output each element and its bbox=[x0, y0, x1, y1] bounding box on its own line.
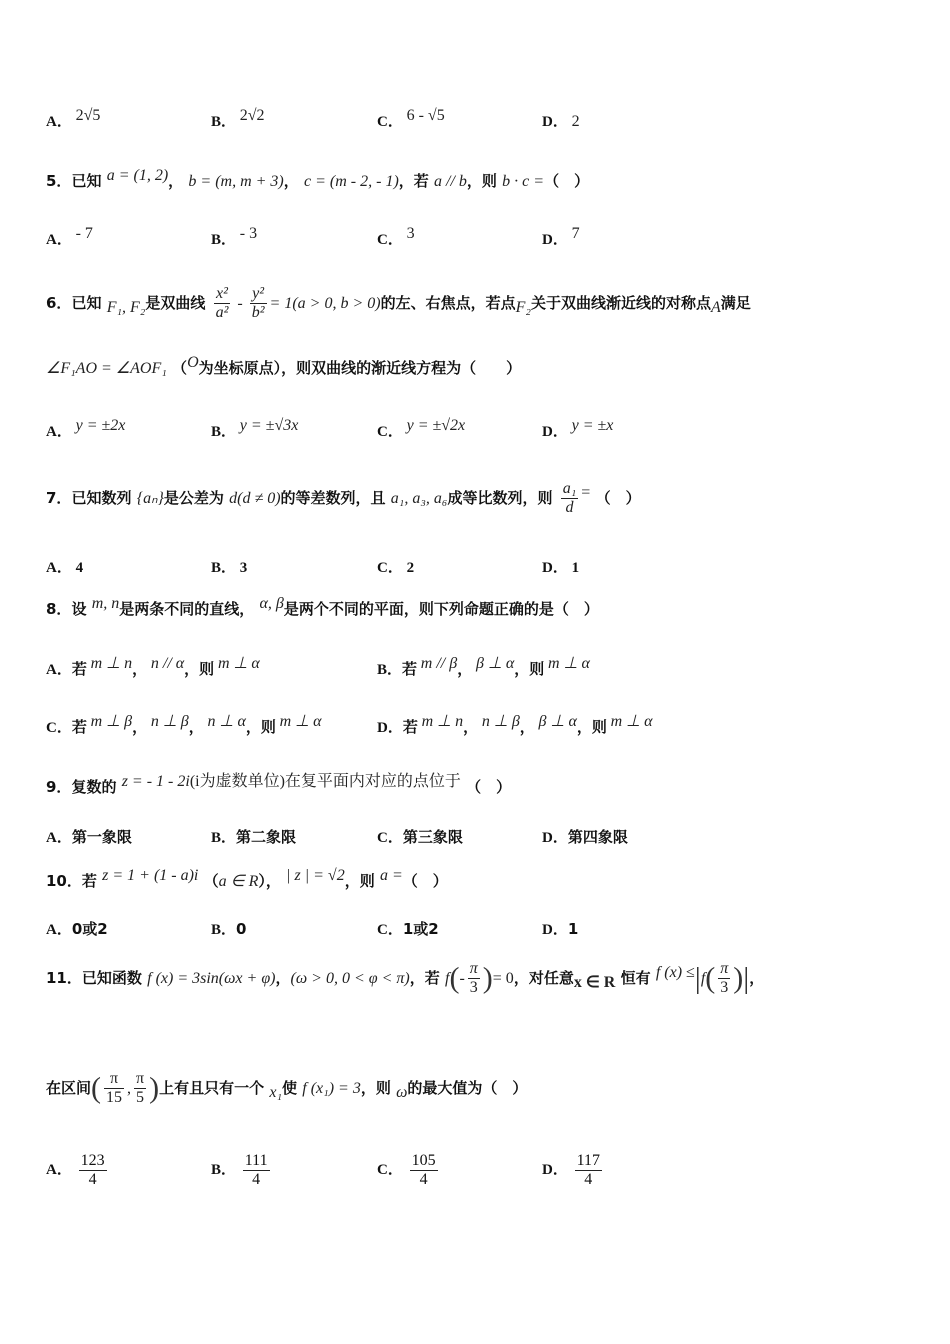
q8-option-c bbox=[46, 713, 322, 737]
fraction-numerator: y² bbox=[250, 285, 267, 304]
math-expression: z = - 1 - 2i bbox=[121, 773, 190, 790]
q4-option-c bbox=[377, 107, 445, 131]
q11-option-d bbox=[542, 1152, 605, 1189]
separator: ， bbox=[283, 172, 299, 190]
fraction-numerator: π bbox=[104, 1070, 124, 1089]
math-expression: β ⊥ α bbox=[538, 713, 577, 730]
fraction-numerator: x² bbox=[214, 285, 231, 304]
math-expression: {aₙ} bbox=[136, 490, 164, 507]
option-label: C． bbox=[377, 232, 403, 248]
fraction bbox=[468, 960, 480, 997]
option-label: A． bbox=[46, 1161, 72, 1178]
left-paren: ( bbox=[705, 961, 716, 995]
option-value: y = ±2x bbox=[75, 417, 126, 434]
math-expression: x ∈ R bbox=[573, 974, 616, 991]
option-label: B． bbox=[377, 662, 403, 678]
fraction-numerator: π bbox=[469, 960, 478, 977]
q9-option-a bbox=[46, 826, 132, 847]
q11-option-a bbox=[46, 1152, 110, 1189]
math-expression: m ⊥ α bbox=[217, 655, 260, 672]
separator: ， bbox=[168, 172, 184, 190]
separator: ， bbox=[132, 718, 148, 736]
fraction-denominator: 3 bbox=[469, 979, 478, 996]
math-expression: f (x) = 3sin(ωx + φ) bbox=[147, 970, 276, 987]
option-label: C． bbox=[377, 922, 403, 938]
option-label: B． bbox=[211, 922, 237, 938]
fraction-denominator: d bbox=[565, 499, 574, 516]
question-number: 10． bbox=[46, 872, 82, 890]
q6-option-d bbox=[542, 417, 614, 441]
math-expression: ω bbox=[396, 1084, 408, 1101]
q10-option-a bbox=[46, 918, 108, 939]
question-number: 5． bbox=[46, 172, 72, 190]
question-11 bbox=[46, 960, 764, 997]
question-8 bbox=[46, 595, 599, 619]
option-value: 6 - √5 bbox=[406, 107, 445, 124]
question-text: 的左、右焦点，若点 bbox=[380, 294, 516, 312]
option-value: 3 bbox=[406, 225, 415, 242]
q6-option-b bbox=[211, 417, 299, 441]
fraction-denominator: a² bbox=[215, 304, 229, 321]
option-value: 1 bbox=[567, 920, 579, 938]
question-text: ， bbox=[749, 969, 765, 987]
math-expression: ∠F₁AO = ∠AOF₁ bbox=[46, 360, 167, 377]
fraction bbox=[561, 480, 579, 517]
option-value: 2 bbox=[571, 113, 580, 130]
option-label: D． bbox=[542, 424, 568, 440]
fraction-numerator: 123 bbox=[80, 1152, 105, 1169]
fraction-numerator: π bbox=[720, 960, 729, 977]
separator: ， bbox=[188, 718, 204, 736]
q9-option-d bbox=[542, 826, 628, 847]
option-label: A． bbox=[46, 830, 72, 846]
question-text: （ bbox=[172, 359, 188, 377]
math-expression: | z | = √2 bbox=[286, 867, 345, 884]
fraction-denominator: 3 bbox=[720, 979, 729, 996]
left-paren: ( bbox=[449, 961, 460, 995]
option-label: C． bbox=[377, 424, 403, 440]
question-10 bbox=[46, 867, 448, 891]
option-label: D． bbox=[542, 114, 568, 130]
option-text: ，则 bbox=[576, 718, 607, 736]
question-number: 9． bbox=[46, 778, 72, 796]
option-label: B． bbox=[211, 424, 237, 440]
option-value: 2√2 bbox=[239, 107, 265, 124]
math-expression: n ⊥ α bbox=[207, 713, 246, 730]
separator: , bbox=[127, 1080, 132, 1097]
question-text: 设 bbox=[71, 600, 87, 618]
q8-option-d bbox=[377, 713, 653, 737]
option-value: 2 bbox=[406, 560, 415, 576]
question-text: 若 bbox=[81, 872, 97, 890]
abs-bar-right: | bbox=[743, 961, 750, 995]
fraction-numerator: a₁ bbox=[562, 480, 577, 497]
math-expression: F₂ bbox=[515, 299, 531, 316]
fraction-denominator: 4 bbox=[584, 1171, 593, 1188]
question-text: 已知 bbox=[71, 294, 102, 312]
answer-bracket: （ ） bbox=[595, 489, 641, 507]
option-label: D． bbox=[542, 560, 568, 576]
q7-option-c bbox=[377, 556, 414, 577]
math-expression: A bbox=[710, 299, 721, 316]
option-value: 2√5 bbox=[75, 107, 101, 124]
option-text: 若 bbox=[402, 660, 418, 678]
question-text: 是双曲线 bbox=[145, 294, 206, 312]
math-expression: z = 1 + (1 - a)i bbox=[102, 867, 199, 884]
q11-option-c bbox=[377, 1152, 441, 1189]
fraction bbox=[718, 960, 730, 997]
option-label: D． bbox=[542, 1161, 568, 1178]
math-expression: m ⊥ n bbox=[90, 655, 133, 672]
q8-option-a bbox=[46, 655, 260, 679]
math-expression: f bbox=[700, 970, 706, 987]
answer-bracket: （ ） bbox=[466, 778, 512, 796]
question-text: 满足 bbox=[720, 294, 751, 312]
option-value: y = ±√2x bbox=[406, 417, 466, 434]
math-expression: β ⊥ α bbox=[475, 655, 515, 672]
option-label: D． bbox=[542, 232, 568, 248]
option-value: 0 bbox=[236, 920, 247, 938]
question-6-line-2 bbox=[46, 354, 522, 378]
math-expression: m // β bbox=[420, 655, 458, 672]
math-expression: m ⊥ α bbox=[610, 713, 653, 730]
q9-option-c bbox=[377, 826, 463, 847]
question-text: 关于双曲线渐近线的对称点 bbox=[530, 294, 711, 312]
math-expression: α, β bbox=[259, 595, 284, 612]
question-text: 是两条不同的直线， bbox=[119, 600, 255, 618]
math-expression: O bbox=[187, 354, 199, 371]
math-expression: n ⊥ β bbox=[150, 713, 189, 730]
answer-bracket: （ ） bbox=[544, 172, 590, 190]
math-expression: n ⊥ β bbox=[481, 713, 520, 730]
math-expression: b = (m, m + 3) bbox=[188, 173, 284, 190]
option-label: B． bbox=[211, 114, 237, 130]
q11-option-b bbox=[211, 1152, 273, 1189]
option-value: 1或2 bbox=[402, 920, 439, 938]
math-expression: c = (m - 2, - 1) bbox=[304, 173, 399, 190]
option-text: 若 bbox=[71, 660, 87, 678]
option-value: y = ±√3x bbox=[239, 417, 299, 434]
q7-option-d bbox=[542, 556, 579, 577]
fraction-denominator: 5 bbox=[136, 1089, 145, 1106]
math-expression: a = bbox=[379, 867, 403, 884]
question-text: 是两个不同的平面，则下列命题正确的是（ ） bbox=[283, 600, 599, 618]
q4-option-b bbox=[211, 107, 265, 131]
question-6 bbox=[46, 285, 751, 322]
math-expression: = 1(a > 0, b > 0) bbox=[269, 295, 381, 312]
option-label: A． bbox=[46, 114, 72, 130]
question-text: ，若 bbox=[398, 172, 429, 190]
math-expression: n // α bbox=[150, 655, 185, 672]
math-expression: x₁ bbox=[269, 1084, 283, 1101]
question-text: ，则 bbox=[466, 172, 497, 190]
math-expression: f (x₁) = 3 bbox=[302, 1080, 361, 1097]
question-text: 的等差数列，且 bbox=[280, 489, 386, 507]
question-11-line-2 bbox=[46, 1070, 527, 1107]
option-label: D． bbox=[542, 922, 568, 938]
q5-option-b bbox=[211, 225, 258, 249]
fraction-numerator: π bbox=[136, 1070, 145, 1087]
option-label: A． bbox=[46, 232, 72, 248]
fraction-numerator: 117 bbox=[576, 1152, 600, 1169]
option-fraction bbox=[79, 1152, 107, 1189]
fraction-denominator: 15 bbox=[106, 1089, 123, 1106]
math-operator: - bbox=[459, 970, 465, 987]
q10-option-b bbox=[211, 918, 246, 939]
fraction-denominator: b² bbox=[251, 304, 265, 321]
separator: ， bbox=[519, 718, 535, 736]
math-operator: - bbox=[233, 295, 247, 312]
question-text: 复数的 bbox=[71, 778, 117, 796]
fraction-denominator: 4 bbox=[252, 1171, 261, 1188]
question-text: 上有且只有一个 bbox=[159, 1079, 265, 1097]
fraction-numerator: 111 bbox=[244, 1152, 268, 1169]
option-label: C． bbox=[377, 830, 403, 846]
question-text: ， bbox=[275, 969, 291, 987]
option-label: B． bbox=[211, 560, 237, 576]
math-expression: f bbox=[444, 970, 450, 987]
option-fraction bbox=[243, 1152, 270, 1189]
question-text: 成等比数列，则 bbox=[447, 489, 553, 507]
math-expression: = 0 bbox=[492, 970, 514, 987]
q5-option-d bbox=[542, 225, 580, 249]
math-expression: m ⊥ n bbox=[421, 713, 464, 730]
question-text: 的最大值为（ ） bbox=[407, 1079, 528, 1097]
math-expression: m ⊥ β bbox=[90, 713, 133, 730]
q10-option-c bbox=[377, 918, 439, 939]
math-expression: b · c = bbox=[502, 173, 545, 190]
option-label: C． bbox=[377, 114, 403, 130]
option-label: C． bbox=[377, 560, 403, 576]
fraction-denominator: 4 bbox=[419, 1171, 428, 1188]
question-text: 在区间 bbox=[46, 1079, 92, 1097]
option-label: B． bbox=[211, 1161, 237, 1178]
question-text: ）， bbox=[258, 872, 281, 890]
option-label: D． bbox=[542, 830, 568, 846]
math-expression: d(d ≠ 0) bbox=[229, 490, 281, 507]
option-text: ，则 bbox=[245, 718, 276, 736]
option-value: 3 bbox=[239, 560, 248, 576]
q6-option-c bbox=[377, 417, 466, 441]
math-expression: (i为虚数单位)在复平面内对应的点位于 bbox=[189, 773, 461, 790]
question-text: ，对任意 bbox=[513, 969, 574, 987]
option-value: 7 bbox=[571, 225, 580, 242]
fraction-y bbox=[250, 285, 267, 322]
option-label: A． bbox=[46, 922, 72, 938]
math-expression: m ⊥ α bbox=[279, 713, 322, 730]
math-expression: m, n bbox=[91, 595, 120, 612]
option-text: 若 bbox=[402, 718, 418, 736]
option-text: ，则 bbox=[514, 660, 545, 678]
option-fraction bbox=[410, 1152, 438, 1189]
q7-option-a bbox=[46, 556, 83, 577]
question-text: ，则 bbox=[344, 872, 375, 890]
q7-option-b bbox=[211, 556, 247, 577]
option-label: D． bbox=[377, 720, 403, 736]
fraction-x bbox=[214, 285, 231, 322]
separator: ， bbox=[457, 660, 473, 678]
option-label: B． bbox=[211, 830, 237, 846]
question-text: 使 bbox=[282, 1079, 298, 1097]
q5-option-c bbox=[377, 225, 415, 249]
question-text: 已知 bbox=[71, 172, 102, 190]
math-expression: m ⊥ α bbox=[548, 655, 590, 672]
q8-option-b bbox=[377, 655, 590, 679]
left-paren: ( bbox=[91, 1071, 102, 1105]
separator: ， bbox=[132, 660, 148, 678]
math-expression: a // b bbox=[434, 173, 467, 190]
question-number: 7． bbox=[46, 489, 72, 507]
option-value: - 7 bbox=[75, 225, 93, 242]
math-expression: a ∈ R bbox=[218, 873, 259, 890]
separator: ， bbox=[463, 718, 479, 736]
option-fraction bbox=[575, 1152, 602, 1189]
question-7 bbox=[46, 480, 641, 517]
fraction-numerator: 105 bbox=[411, 1152, 436, 1169]
option-value: 第二象限 bbox=[236, 828, 297, 846]
q9-option-b bbox=[211, 826, 296, 847]
option-label: B． bbox=[211, 232, 237, 248]
math-expression: a₁, a₃, a₆ bbox=[390, 490, 448, 507]
answer-bracket: （ ） bbox=[402, 872, 448, 890]
option-value: 第四象限 bbox=[567, 828, 628, 846]
question-text: 已知函数 bbox=[81, 969, 142, 987]
question-number: 8． bbox=[46, 600, 72, 618]
right-paren: ) bbox=[149, 1071, 160, 1105]
math-expression: a = (1, 2) bbox=[106, 167, 169, 184]
option-value: 1 bbox=[571, 560, 580, 576]
math-operator: = bbox=[581, 484, 591, 501]
math-expression: (ω > 0, 0 < φ < π) bbox=[290, 970, 410, 987]
question-number: 6． bbox=[46, 294, 72, 312]
math-expression: F₁, F₂ bbox=[106, 299, 146, 316]
fraction bbox=[104, 1070, 124, 1107]
q4-option-a bbox=[46, 107, 101, 131]
math-expression: f (x) ≤ bbox=[655, 964, 695, 981]
fraction bbox=[134, 1070, 146, 1107]
option-value: 第三象限 bbox=[402, 828, 463, 846]
q5-option-a bbox=[46, 225, 93, 249]
option-label: C． bbox=[46, 720, 72, 736]
abs-bar-left: | bbox=[694, 961, 701, 995]
option-label: A． bbox=[46, 560, 72, 576]
fraction-denominator: 4 bbox=[88, 1171, 97, 1188]
question-text: 恒有 bbox=[620, 969, 651, 987]
option-value: 4 bbox=[75, 560, 84, 576]
right-paren: ) bbox=[482, 961, 493, 995]
question-number: 11． bbox=[46, 969, 82, 987]
question-9 bbox=[46, 774, 511, 797]
q4-option-d bbox=[542, 110, 580, 131]
option-value: 第一象限 bbox=[71, 828, 132, 846]
option-value: 0或2 bbox=[71, 920, 108, 938]
option-text: 若 bbox=[71, 718, 87, 736]
q10-option-d bbox=[542, 918, 578, 939]
option-text: ，则 bbox=[184, 660, 215, 678]
question-text: 已知数列 bbox=[71, 489, 132, 507]
question-text: （ bbox=[203, 872, 219, 890]
option-label: A． bbox=[46, 662, 72, 678]
option-value: y = ±x bbox=[571, 417, 614, 434]
option-label: C． bbox=[377, 1161, 403, 1178]
question-text: 为坐标原点），则双曲线的渐近线方程为（ ） bbox=[198, 359, 522, 377]
option-label: A． bbox=[46, 424, 72, 440]
q6-option-a bbox=[46, 417, 126, 441]
question-text: ，若 bbox=[409, 969, 440, 987]
option-value: - 3 bbox=[239, 225, 258, 242]
question-text: ，则 bbox=[360, 1079, 391, 1097]
question-text: 是公差为 bbox=[163, 489, 224, 507]
question-5 bbox=[46, 167, 590, 191]
right-paren: ) bbox=[733, 961, 744, 995]
